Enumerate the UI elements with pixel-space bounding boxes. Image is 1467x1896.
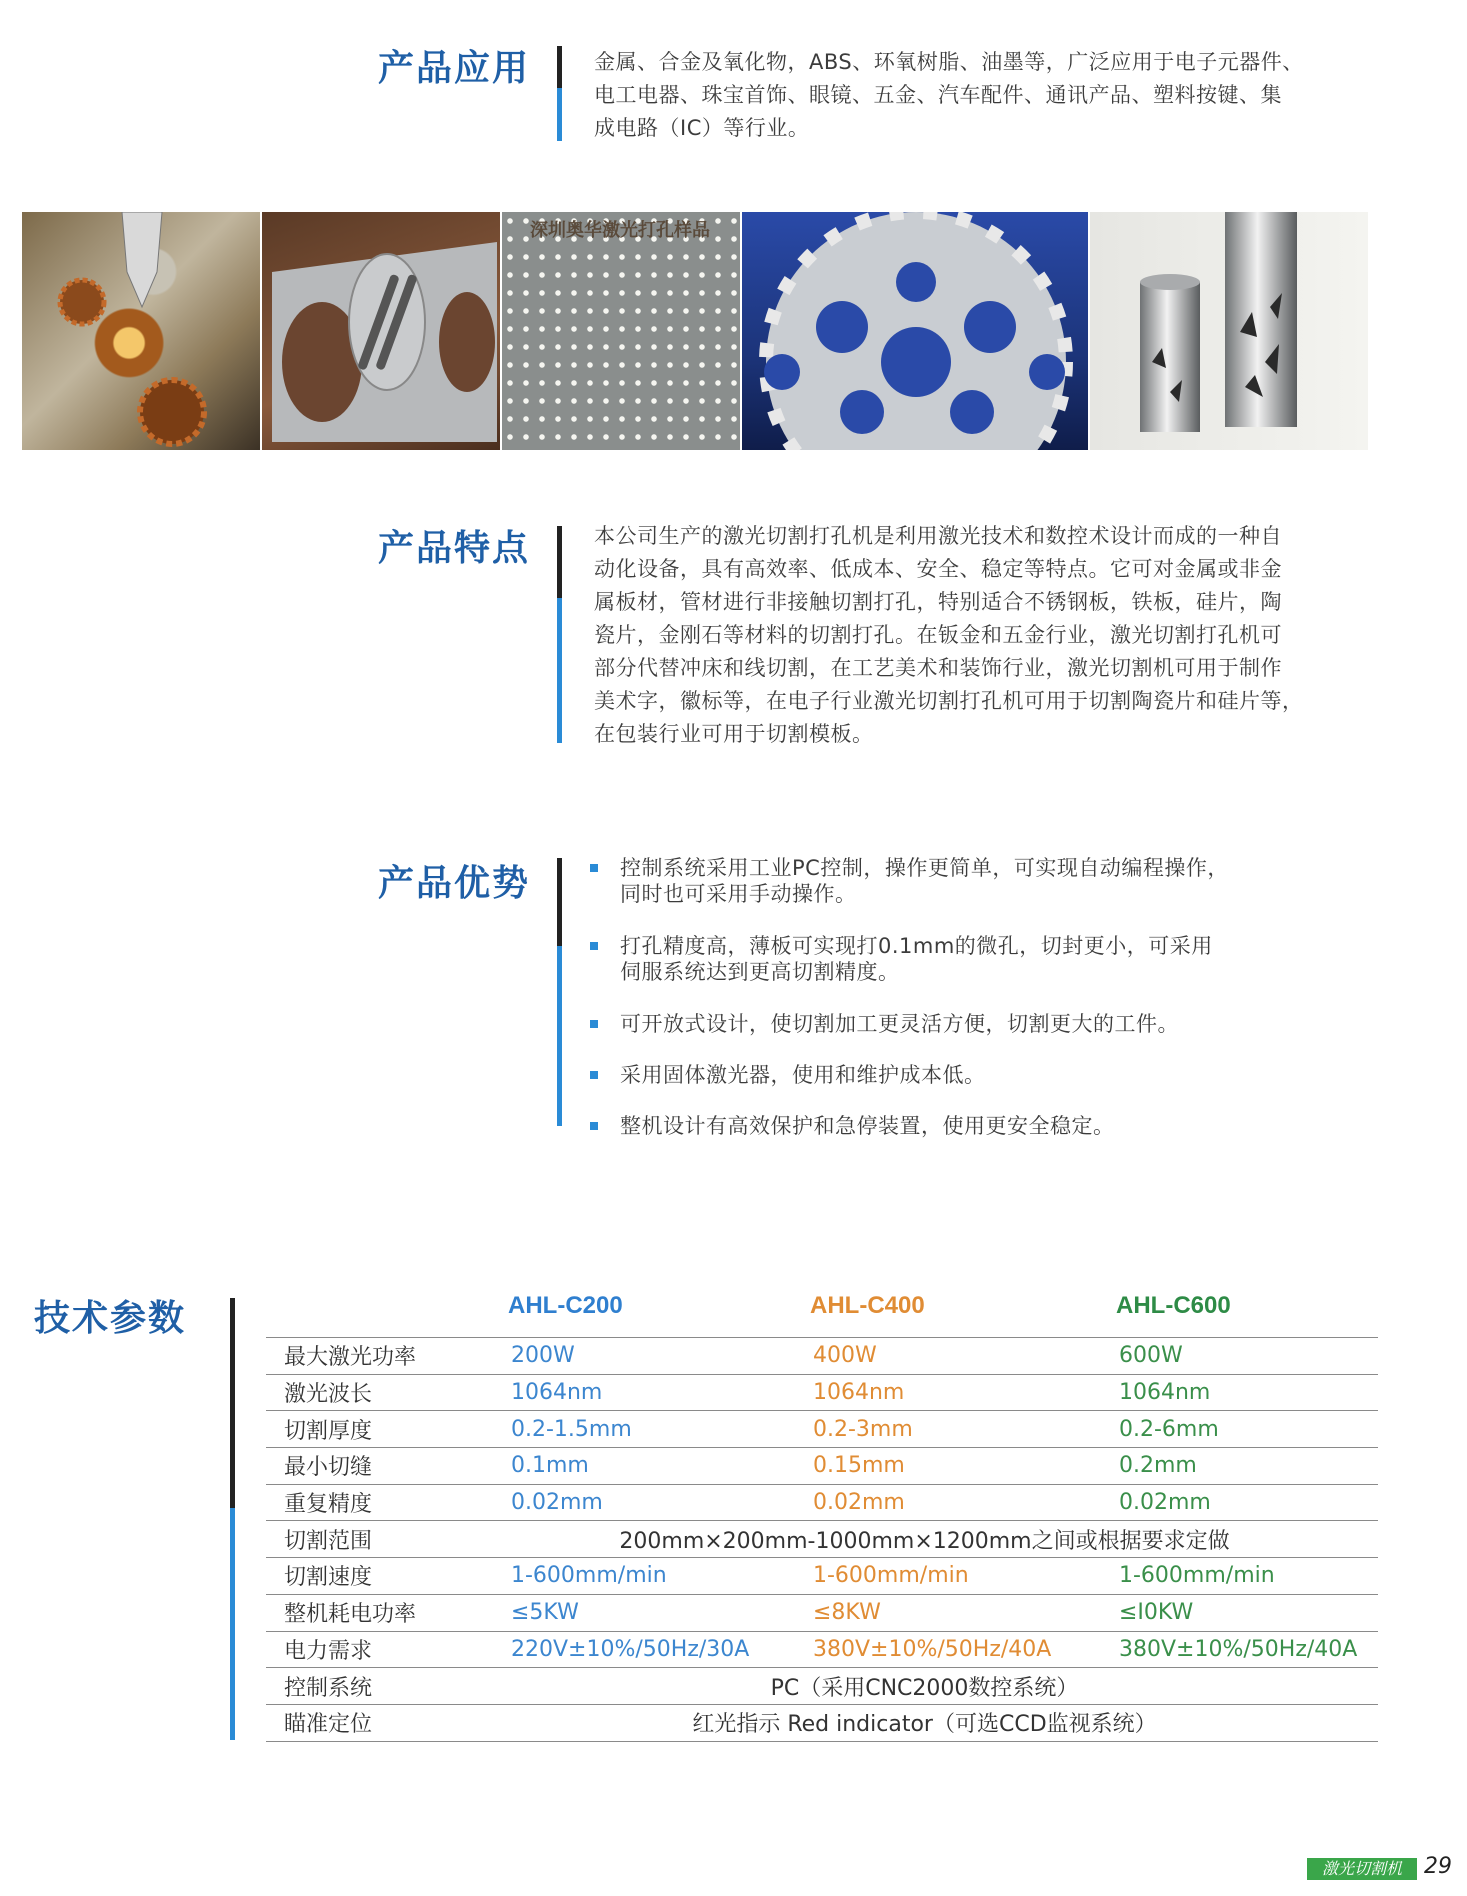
advantages-list bbox=[590, 855, 1310, 1139]
advantage-line: 可开放式设计，使切割加工更灵活方便，切割更大的工件。 bbox=[620, 1012, 1179, 1036]
spec-label: 最小切缝 bbox=[266, 1448, 511, 1485]
laser-nozzle-icon bbox=[22, 212, 262, 450]
photo-laser-cutting-gears bbox=[22, 212, 262, 450]
spec-value-c400: 1064nm bbox=[813, 1374, 1119, 1411]
advantages-title: 产品优势 bbox=[378, 863, 531, 904]
spec-label: 电力需求 bbox=[266, 1631, 511, 1668]
advantage-line: 同时也可采用手动操作。 bbox=[620, 882, 857, 906]
spec-value-c200: 0.1mm bbox=[511, 1448, 813, 1485]
features-line: 本公司生产的激光切割打孔机是利用激光技术和数控术设计而成的一种自 bbox=[594, 524, 1282, 548]
footer-category-tag: 激光切割机 bbox=[1307, 1858, 1417, 1880]
advantage-item bbox=[590, 1113, 1310, 1139]
spec-value-c600: 0.2-6mm bbox=[1119, 1411, 1378, 1448]
spec-table bbox=[266, 1337, 1378, 1742]
spec-value-c600: 380V±10%/50Hz/40A bbox=[1119, 1631, 1378, 1668]
advantage-item bbox=[590, 933, 1310, 985]
spec-label: 重复精度 bbox=[266, 1484, 511, 1521]
specs-divider bbox=[230, 1298, 235, 1740]
photo-perforated-sample bbox=[502, 212, 742, 450]
square-bullet-icon bbox=[590, 1071, 598, 1079]
square-bullet-icon bbox=[590, 864, 598, 872]
spec-value-c600: 1064nm bbox=[1119, 1374, 1378, 1411]
spec-label: 切割范围 bbox=[266, 1521, 511, 1558]
spec-value-c400: 0.2-3mm bbox=[813, 1411, 1119, 1448]
table-row bbox=[266, 1521, 1378, 1558]
features-line: 动化设备，具有高效率、低成本、安全、稳定等特点。它可对金属或非金 bbox=[594, 557, 1282, 581]
application-line: 金属、合金及氧化物，ABS、环氧树脂、油墨等，广泛应用于电子元器件、 bbox=[594, 50, 1304, 74]
spec-value-c400: 400W bbox=[813, 1338, 1119, 1375]
application-title: 产品应用 bbox=[378, 48, 531, 89]
spec-label: 切割速度 bbox=[266, 1558, 511, 1595]
advantage-line: 控制系统采用工业PC控制，操作更简单，可实现自动编程操作， bbox=[620, 856, 1229, 880]
features-line: 在包装行业可用于切割模板。 bbox=[594, 722, 874, 746]
spec-value-c200: 220V±10%/50Hz/30A bbox=[511, 1631, 813, 1668]
advantage-item bbox=[590, 1011, 1310, 1037]
spec-value-c600: 1-600mm/min bbox=[1119, 1558, 1378, 1595]
gear-plate-icon bbox=[742, 212, 1090, 450]
table-row bbox=[266, 1668, 1378, 1705]
table-row bbox=[266, 1704, 1378, 1741]
spec-label: 激光波长 bbox=[266, 1374, 511, 1411]
sample-watermark: 深圳奥华激光打孔样品 bbox=[530, 220, 710, 241]
table-row bbox=[266, 1338, 1378, 1375]
spec-value-c400: 0.15mm bbox=[813, 1448, 1119, 1485]
table-row bbox=[266, 1484, 1378, 1521]
steel-tube-icon bbox=[1090, 212, 1370, 450]
features-line: 属板材，管材进行非接触切割打孔，特别适合不锈钢板，铁板，硅片，陶 bbox=[594, 590, 1282, 614]
spec-label: 切割厚度 bbox=[266, 1411, 511, 1448]
specs-title: 技术参数 bbox=[34, 1298, 187, 1339]
photo-large-gear-plate bbox=[742, 212, 1090, 450]
spec-value-shared: 200mm×200mm-1000mm×1200mm之间或根据要求定做 bbox=[511, 1521, 1378, 1558]
features-line: 瓷片，金刚石等材料的切割打孔。在钣金和五金行业，激光切割打孔机可 bbox=[594, 623, 1282, 647]
advantage-line: 打孔精度高，薄板可实现打0.1mm的微孔，切封更小，可采用 bbox=[620, 934, 1213, 958]
spec-value-c600: 0.02mm bbox=[1119, 1484, 1378, 1521]
photo-cut-metal-plates bbox=[262, 212, 502, 450]
spec-value-shared: 红光指示 Red indicator（可选CCD监视系统） bbox=[511, 1704, 1378, 1741]
spec-label: 控制系统 bbox=[266, 1668, 511, 1705]
advantages-divider bbox=[557, 858, 562, 1126]
sample-photo-strip bbox=[22, 212, 1370, 450]
spec-value-c400: 1-600mm/min bbox=[813, 1558, 1119, 1595]
spec-label: 最大激光功率 bbox=[266, 1338, 511, 1375]
spec-value-c600: 0.2mm bbox=[1119, 1448, 1378, 1485]
table-row bbox=[266, 1448, 1378, 1485]
spec-value-c200: 0.2-1.5mm bbox=[511, 1411, 813, 1448]
spec-value-c200: 1-600mm/min bbox=[511, 1558, 813, 1595]
spec-value-shared: PC（采用CNC2000数控系统） bbox=[511, 1668, 1378, 1705]
spec-label: 瞄准定位 bbox=[266, 1704, 511, 1741]
spec-value-c600: 600W bbox=[1119, 1338, 1378, 1375]
application-text bbox=[594, 46, 1374, 145]
advantage-item bbox=[590, 855, 1310, 907]
table-row bbox=[266, 1631, 1378, 1668]
features-text bbox=[594, 520, 1384, 751]
spec-value-c600: ≤I0KW bbox=[1119, 1594, 1378, 1631]
advantage-line: 整机设计有高效保护和急停装置，使用更安全稳定。 bbox=[620, 1114, 1115, 1138]
table-row bbox=[266, 1594, 1378, 1631]
advantage-line: 采用固体激光器，使用和维护成本低。 bbox=[620, 1063, 986, 1087]
application-line: 电工电器、珠宝首饰、眼镜、五金、汽车配件、通讯产品、塑料按键、集 bbox=[594, 83, 1282, 107]
spec-value-c200: ≤5KW bbox=[511, 1594, 813, 1631]
metal-plate-icon bbox=[262, 212, 502, 450]
spec-value-c200: 200W bbox=[511, 1338, 813, 1375]
table-row bbox=[266, 1411, 1378, 1448]
features-line: 美术字，徽标等，在电子行业激光切割打孔机可用于切割陶瓷片和硅片等， bbox=[594, 689, 1304, 713]
page-number: 29 bbox=[1424, 1854, 1452, 1879]
model-header-c200: AHL-C200 bbox=[508, 1292, 623, 1319]
model-header-c600: AHL-C600 bbox=[1116, 1292, 1231, 1319]
spec-value-c400: ≤8KW bbox=[813, 1594, 1119, 1631]
square-bullet-icon bbox=[590, 1020, 598, 1028]
advantage-item bbox=[590, 1062, 1310, 1088]
advantage-line: 伺服系统达到更高切割精度。 bbox=[620, 960, 900, 984]
spec-value-c200: 0.02mm bbox=[511, 1484, 813, 1521]
spec-value-c200: 1064nm bbox=[511, 1374, 813, 1411]
features-line: 部分代替冲床和线切割，在工艺美术和装饰行业，激光切割机可用于制作 bbox=[594, 656, 1282, 680]
model-header-c400: AHL-C400 bbox=[810, 1292, 925, 1319]
table-row bbox=[266, 1374, 1378, 1411]
spec-value-c400: 380V±10%/50Hz/40A bbox=[813, 1631, 1119, 1668]
application-divider bbox=[557, 46, 562, 141]
table-row bbox=[266, 1558, 1378, 1595]
features-divider bbox=[557, 526, 562, 743]
photo-cut-steel-tubes bbox=[1090, 212, 1370, 450]
square-bullet-icon bbox=[590, 942, 598, 950]
features-title: 产品特点 bbox=[378, 528, 531, 569]
application-line: 成电路（IC）等行业。 bbox=[594, 116, 810, 140]
square-bullet-icon bbox=[590, 1122, 598, 1130]
spec-label: 整机耗电功率 bbox=[266, 1594, 511, 1631]
spec-value-c400: 0.02mm bbox=[813, 1484, 1119, 1521]
